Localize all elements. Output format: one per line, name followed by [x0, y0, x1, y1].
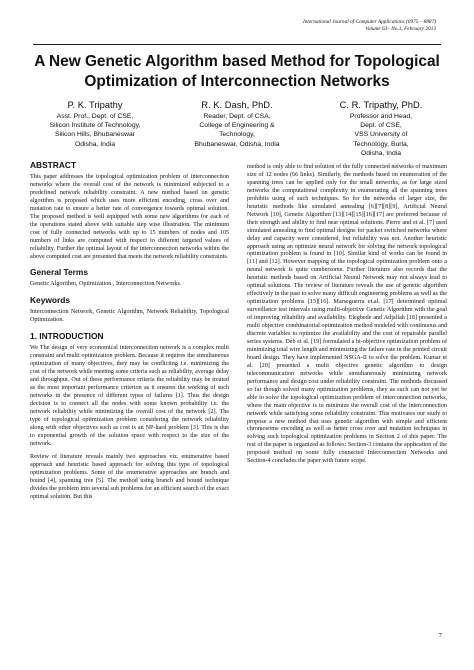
right-column [247, 164, 447, 471]
author-affiliation: VSS University of [354, 131, 408, 139]
author-affiliation: College of Engineering & [199, 122, 275, 130]
author-name: C. R. Tripathy, PhD. [339, 99, 423, 110]
author-name: P. K. Tripathy [67, 99, 123, 110]
author-block [25, 99, 165, 149]
author-affiliation: Dept. of CSE, [360, 122, 402, 130]
introduction-paragraph: We The design of very economical interconnection network is a complex multi constraint and multi optimization problem. Because it requires the simultaneous optimization of many objectives, they may be conflicting i.e. minimizing the cost of the network while meeting some criteria such as reliability, average delay and throughput. Out of these performance criteria the reliability may be treated as the most important performance criterion as it ensures the working of such networks in the presence of different types of failures [1]. Thus the design decision is to connect all the nodes with some known probability i.e. the network reliability while minimizing the overall cost of the network [2]. The type of topological optimization problem considering the network reliability along with other objectives such as cost is an NP-hard problem [3]. This is due to exponential growth of the solution space with respect to the size of the network. [30, 345, 229, 447]
author-block [309, 99, 453, 158]
keywords-text: Interconnection Network, Genetic Algorithm, Network Reliability, Topological Optimization. [30, 309, 229, 324]
keywords-heading: Keywords [30, 295, 71, 306]
left-column [30, 160, 229, 506]
journal-name: International Journal of Computer Applications (0975 – 8887) [302, 19, 436, 25]
author-affiliation: Technology, [219, 131, 255, 139]
abstract-text: This paper addresses the topological optimization problem of interconnection networks where the overall cost of the network is minimized subjected to a predefined network reliability constraint. A new method based on genetic algorithm is proposed which uses more efficient encoding, cross over and mutation rate to ensure a better rate of convergence towards optimal solution. The proposed method is well equipped with some new algorithms for each of the operations stated above with suitable step wise illustration. The minimum cost of fully connected networks with up to 15 numbers of nodes and 105 numbers of links are computed with respect to different targeted values of reliability. Further the optimal layout of the interconnection networks within the above computed cost are presented that meets the network reliability constraints. [30, 174, 229, 260]
general-terms-heading: General Terms [30, 267, 89, 278]
author-affiliation: Silicon Institute of Technology, [49, 122, 141, 130]
header-rule [33, 44, 441, 45]
journal-volume: Volume 63– No.3, February 2013 [365, 26, 436, 32]
introduction-heading: 1. INTRODUCTION [30, 331, 104, 342]
author-name: R. K. Dash, PhD. [201, 99, 273, 110]
journal-header [136, 19, 436, 33]
paper-title: A New Genetic Algorithm based Method for Topological Optimization of Interconnection Networks [34, 53, 440, 90]
author-affiliation: Odisha, India [74, 140, 116, 148]
abstract-heading: ABSTRACT [30, 160, 77, 170]
author-affiliation: Odisha, India [360, 149, 402, 157]
author-affiliation: Asst. Prof., Dept. of CSE, [56, 113, 134, 120]
author-affiliation: Silicon Hills, Bhubaneswar [54, 131, 136, 139]
introduction-paragraph: Review of literature reveals mainly two approaches viz. enumerative based approach and heuristic based approach for solving this type of topological optimization problems. Some of the enumerative approaches are branch and bound [4], spanning tree [5]. The method using branch and bound technique divides the problem into several sub problems for an efficient search of the exact optimal solution. But this [30, 453, 229, 500]
author-affiliation: Technology, Burla, [353, 140, 409, 148]
author-block [166, 99, 308, 149]
general-terms-text: Genetic Algorithm, Optimization , Interconnection Networks. [30, 281, 182, 288]
page-number: 7 [438, 632, 442, 639]
author-affiliation: Professor and Head, [349, 113, 413, 120]
author-affiliation: Reader, Dept. of CSA, [203, 113, 271, 120]
author-affiliation: Bhubaneswar, Odisha, India [194, 140, 280, 148]
body-paragraph: method is only able to find solution of the fully connected networks of maximum size of 12 nodes (66 links). Similarly, the methods based on enumeration of the spanning trees can be applied only for the small networks, as for large sized networks the computational complexity in enumerating all the spanning trees prohibits using of such techniques. So for the networks of larger size, the heuristic methods like simulated annealing [6][7][8][9], Artificial Neural Network [10], Genetic Algorithm [13][14][15][16][17] are preferred because of their strength and ability to find near optimal solutions. Pierre and et al. [7] used simulated annealing to find optimal designs for packet switched networks where delay and capacity were considered, but reliability was not. Another heuristic approach using an optimize neural network for solving the network topological optimization problem is found in [10]. Similar kind of works can be found in [11] and [12]. However mapping of the topological optimization problem onto a neural network is quite cumbersome. Further literature also records that the heuristic methods based on Artificial Neural Network may not always lead to optimal solutions. The review of literature reveals the use of genetic algorithm effectively in the past to solve many difficult engineering problems as well as the optimization problems [15][16]. Marseguerra et.al. [17] determined optimal surveillance test intervals using multi-objective Genetic Algorithm with the goal of improving reliability and availability. Elegbede and Adjallah [18] presented a multi objective combinatorial optimization method modeled with continuous and discrete variables to optimize the availability and the cost of repairable parallel series systems. Deb et al. [19] formulated a bi-objective optimization problem of minimizing total wire length and minimizing the failure rate in the printed circuit board design. They have implemented NSGA-II to solve the problem. Kumar et al. [20] presented a multi objective genetic algorithm to design telecommunication networks while simultaneously minimizing network performance and design cost under reliability constraint. The methods discussed so far though solved many optimization problems, they as such can not yet be able to solve the topological optimization problem of interconnection networks, where the main objective is to minimize the overall cost of the interconnection network while satisfying some reliability constraint. This motivates our study to propose a new method that uses genetic algorithm with simple and efficient chromosome encoding as well as better cross over and mutation techniques in solving such topological optimization problems in Section 2 of this paper. The rest of the paper is organized as follows: Section-3 contains the application of the proposed method on some fully connected Interconnection Networks and Section-4 concludes the paper with future scope. [247, 164, 447, 465]
